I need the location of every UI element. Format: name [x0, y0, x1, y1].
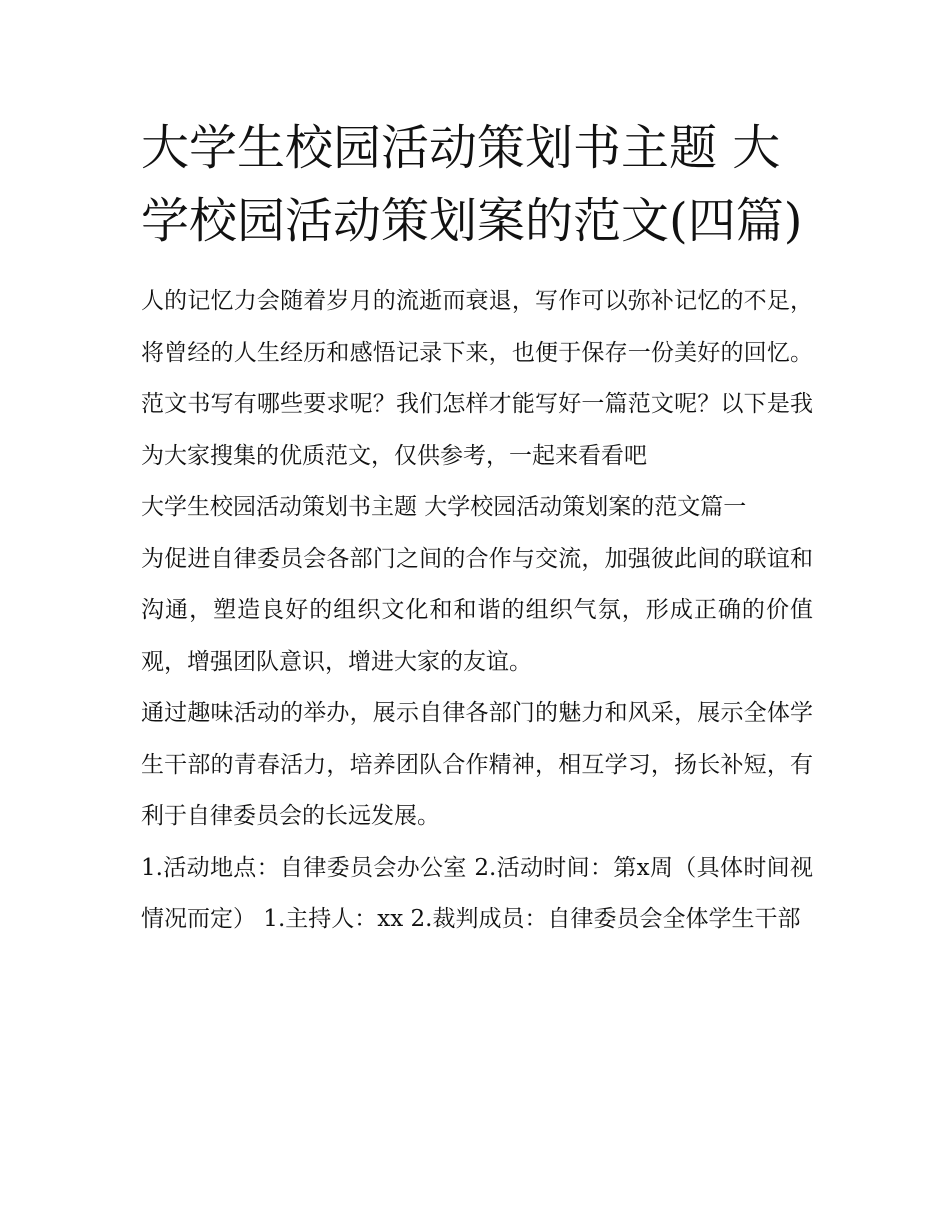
paragraph-section-heading: 大学生校园活动策划书主题 大学校园活动策划案的范文篇一 [141, 494, 747, 520]
paragraph-purpose: 为促进自律委员会各部门之间的合作与交流，加强彼此间的联谊和沟通，塑造良好的组织文化和和谐的组织气氛，形成正确的价值观，增强团队意识，增进大家的友谊。 [141, 545, 813, 675]
document-page [141, 112, 813, 946]
document-body [141, 276, 813, 946]
paragraph-details: 1.活动地点：自律委员会办公室 2.活动时间：第x周（具体时间视情况而定） 1.主持人：xx 2.裁判成员：自律委员会全体学生干部 [141, 854, 813, 932]
paragraph-goal: 通过趣味活动的举办，展示自律各部门的魅力和风采，展示全体学生干部的青春活力，培养团队合作精神，相互学习，扬长补短，有利于自律委员会的长远发展。 [141, 700, 813, 829]
document-title: 大学生校园活动策划书主题 大学校园活动策划案的范文(四篇) [141, 120, 803, 249]
paragraph-intro: 人的记忆力会随着岁月的流逝而衰退，写作可以弥补记忆的不足，将曾经的人生经历和感悟记录下来，也便于保存一份美好的回忆。范文书写有哪些要求呢？我们怎样才能写好一篇范文呢？以下是我为大家搜集的优质范文，仅供参考，一起来看看吧 [141, 288, 813, 469]
